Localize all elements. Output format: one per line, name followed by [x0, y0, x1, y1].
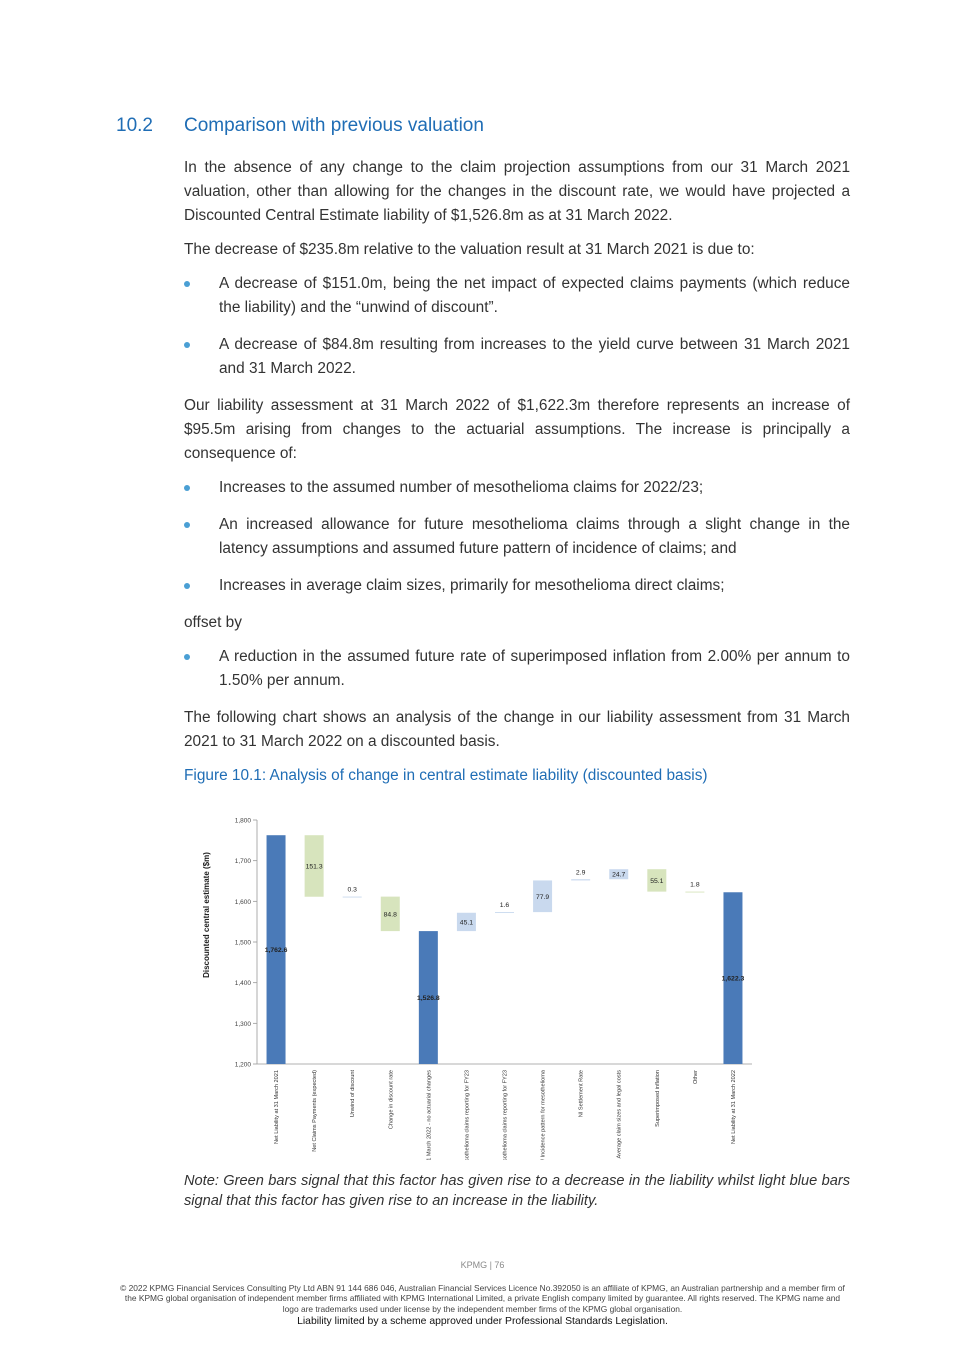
x-category-label: Other [692, 1070, 699, 1084]
x-category-label: Average claim sizes and legal costs [616, 1070, 623, 1159]
x-category-label: Net Liability at 31 March 2022 [730, 1070, 737, 1145]
chart-bars [265, 835, 745, 1064]
section-heading [116, 115, 484, 137]
bullet-dot-icon [184, 654, 190, 660]
section-title: Comparison with previous valuation [184, 115, 484, 136]
bullet-dot-icon [184, 583, 190, 589]
data-label: 77.9 [535, 893, 550, 901]
bullet-dot-icon [184, 342, 190, 348]
bullet-item: A reduction in the assumed future rate of superimposed inflation from 2.00% per annum to 1.50% per annum. [184, 645, 850, 693]
bullet-list [184, 645, 850, 693]
x-category-label: NI Settlement Rate [578, 1070, 585, 1118]
data-label: 55.1 [650, 877, 664, 885]
body-text [184, 156, 850, 788]
x-category-label: Non-mesothelioma claims reporting for FY23 [502, 1070, 509, 1160]
bar-decrease [685, 892, 704, 893]
data-label: 1,762.6 [264, 947, 288, 955]
x-category-label: Net Liability at 31 March 2021 [274, 1070, 281, 1145]
x-category-label: Mesothelioma claims reporting for FY23 [464, 1070, 471, 1160]
data-label: 45.1 [459, 919, 474, 927]
figure-title: Figure 10.1: Analysis of change in central estimate liability (discounted basis) [184, 767, 708, 784]
y-axis-label: Discounted central estimate ($m) [202, 852, 211, 978]
bullet-item: Increases to the assumed number of mesothelioma claims for 2022/23; [184, 476, 850, 500]
y-tick-label: 1,400 [234, 980, 251, 988]
paragraph: In the absence of any change to the claim projection assumptions from our 31 March 2021 valuation, other than allowing for the changes in the discount rate, we would have projected a Discounted Central Estimate liability of $1,526.8m as at 31 March 2022. [184, 159, 850, 224]
x-category-label: Net Claims Payments (expected) [312, 1070, 319, 1152]
footer-copyright: © 2022 KPMG Financial Services Consulting Pty Ltd ABN 91 144 686 046, Australian Financial Services Licence No.392050 is an affiliate of KPMG, an Australian partnership and a member firm of the KPMG global organisation of independent member firms affiliated with KPMG International Limited, a private English company limited by guarantee. All rights reserved. The KPMG name and logo are trademarks used under license by the independent member firms of the KPMG global organisation. [120, 1283, 845, 1314]
bullet-list [184, 476, 850, 598]
y-tick-label: 1,800 [234, 817, 251, 825]
y-tick-label: 1,700 [234, 858, 251, 866]
data-label: 24.7 [612, 871, 626, 879]
section-number: 10.2 [116, 115, 153, 136]
bullet-dot-icon [184, 485, 190, 491]
data-label: 84.8 [383, 911, 397, 919]
data-label: 1.8 [690, 881, 700, 889]
y-tick-label: 1,500 [234, 939, 251, 947]
data-label: 1,526.8 [417, 995, 440, 1003]
chart-x-labels [274, 1069, 737, 1160]
bar-increase [571, 879, 590, 880]
y-tick-label: 1,600 [234, 898, 251, 906]
paragraph: Our liability assessment at 31 March 2022 of $1,622.3m therefore represents an increase of $95.5m arising from changes to the actuarial assumptions. The increase is principally a consequence of: [184, 397, 850, 462]
data-label: 151.3 [305, 863, 323, 871]
y-tick-label: 1,200 [234, 1061, 251, 1069]
chart-note: Note: Green bars signal that this factor has given rise to a decrease in the liability whilst light blue bars signal that this factor has given rise to an increase in the liability. [184, 1173, 850, 1209]
bullet-list [184, 272, 850, 381]
bullet-dot-icon [184, 522, 190, 528]
paragraph: offset by [184, 614, 242, 631]
chart-svg [195, 812, 760, 1160]
paragraph: The following chart shows an analysis of the change in our liability assessment from 31 March 2021 to 31 March 2022 on a discounted basis. [184, 709, 850, 750]
bullet-item: Increases in average claim sizes, primarily for mesothelioma direct claims; [184, 574, 850, 598]
data-label: 1,622.3 [721, 975, 745, 983]
y-axis-label-group [202, 852, 211, 978]
data-label: 1.6 [499, 902, 510, 910]
waterfall-chart [195, 812, 760, 1160]
bullet-item: A decrease of $84.8m resulting from increases to the yield curve between 31 March 2021 and 31 March 2022. [184, 333, 850, 381]
bar-increase [495, 912, 514, 913]
page-number: KPMG | 76 [460, 1260, 505, 1270]
x-category-label: Change in discount rate [388, 1070, 395, 1130]
x-category-label: Age Mix / Incidence pattern for mesothelioma [540, 1070, 547, 1160]
x-category-label: Superimposed inflation [654, 1070, 661, 1127]
data-label: 2.9 [575, 869, 586, 877]
paragraph: The decrease of $235.8m relative to the valuation result at 31 March 2021 is due to: [184, 241, 755, 258]
x-category-label: Unwind of discount [350, 1070, 357, 1118]
bullet-item: A decrease of $151.0m, being the net impact of expected claims payments (which reduce the liability) and the “unwind of discount”. [184, 272, 850, 320]
x-category-label: Expected net liability at 31 March 2022 - no actuarial changes [426, 1070, 433, 1160]
y-tick-label: 1,300 [234, 1020, 251, 1028]
bullet-item: An increased allowance for future mesothelioma claims through a slight change in the latency assumptions and assumed future pattern of incidence of claims; and [184, 513, 850, 561]
data-label: 0.3 [347, 886, 357, 894]
footer-liability: Liability limited by a scheme approved under Professional Standards Legislation. [297, 1316, 668, 1327]
bullet-dot-icon [184, 281, 190, 287]
bar-increase [343, 897, 362, 898]
